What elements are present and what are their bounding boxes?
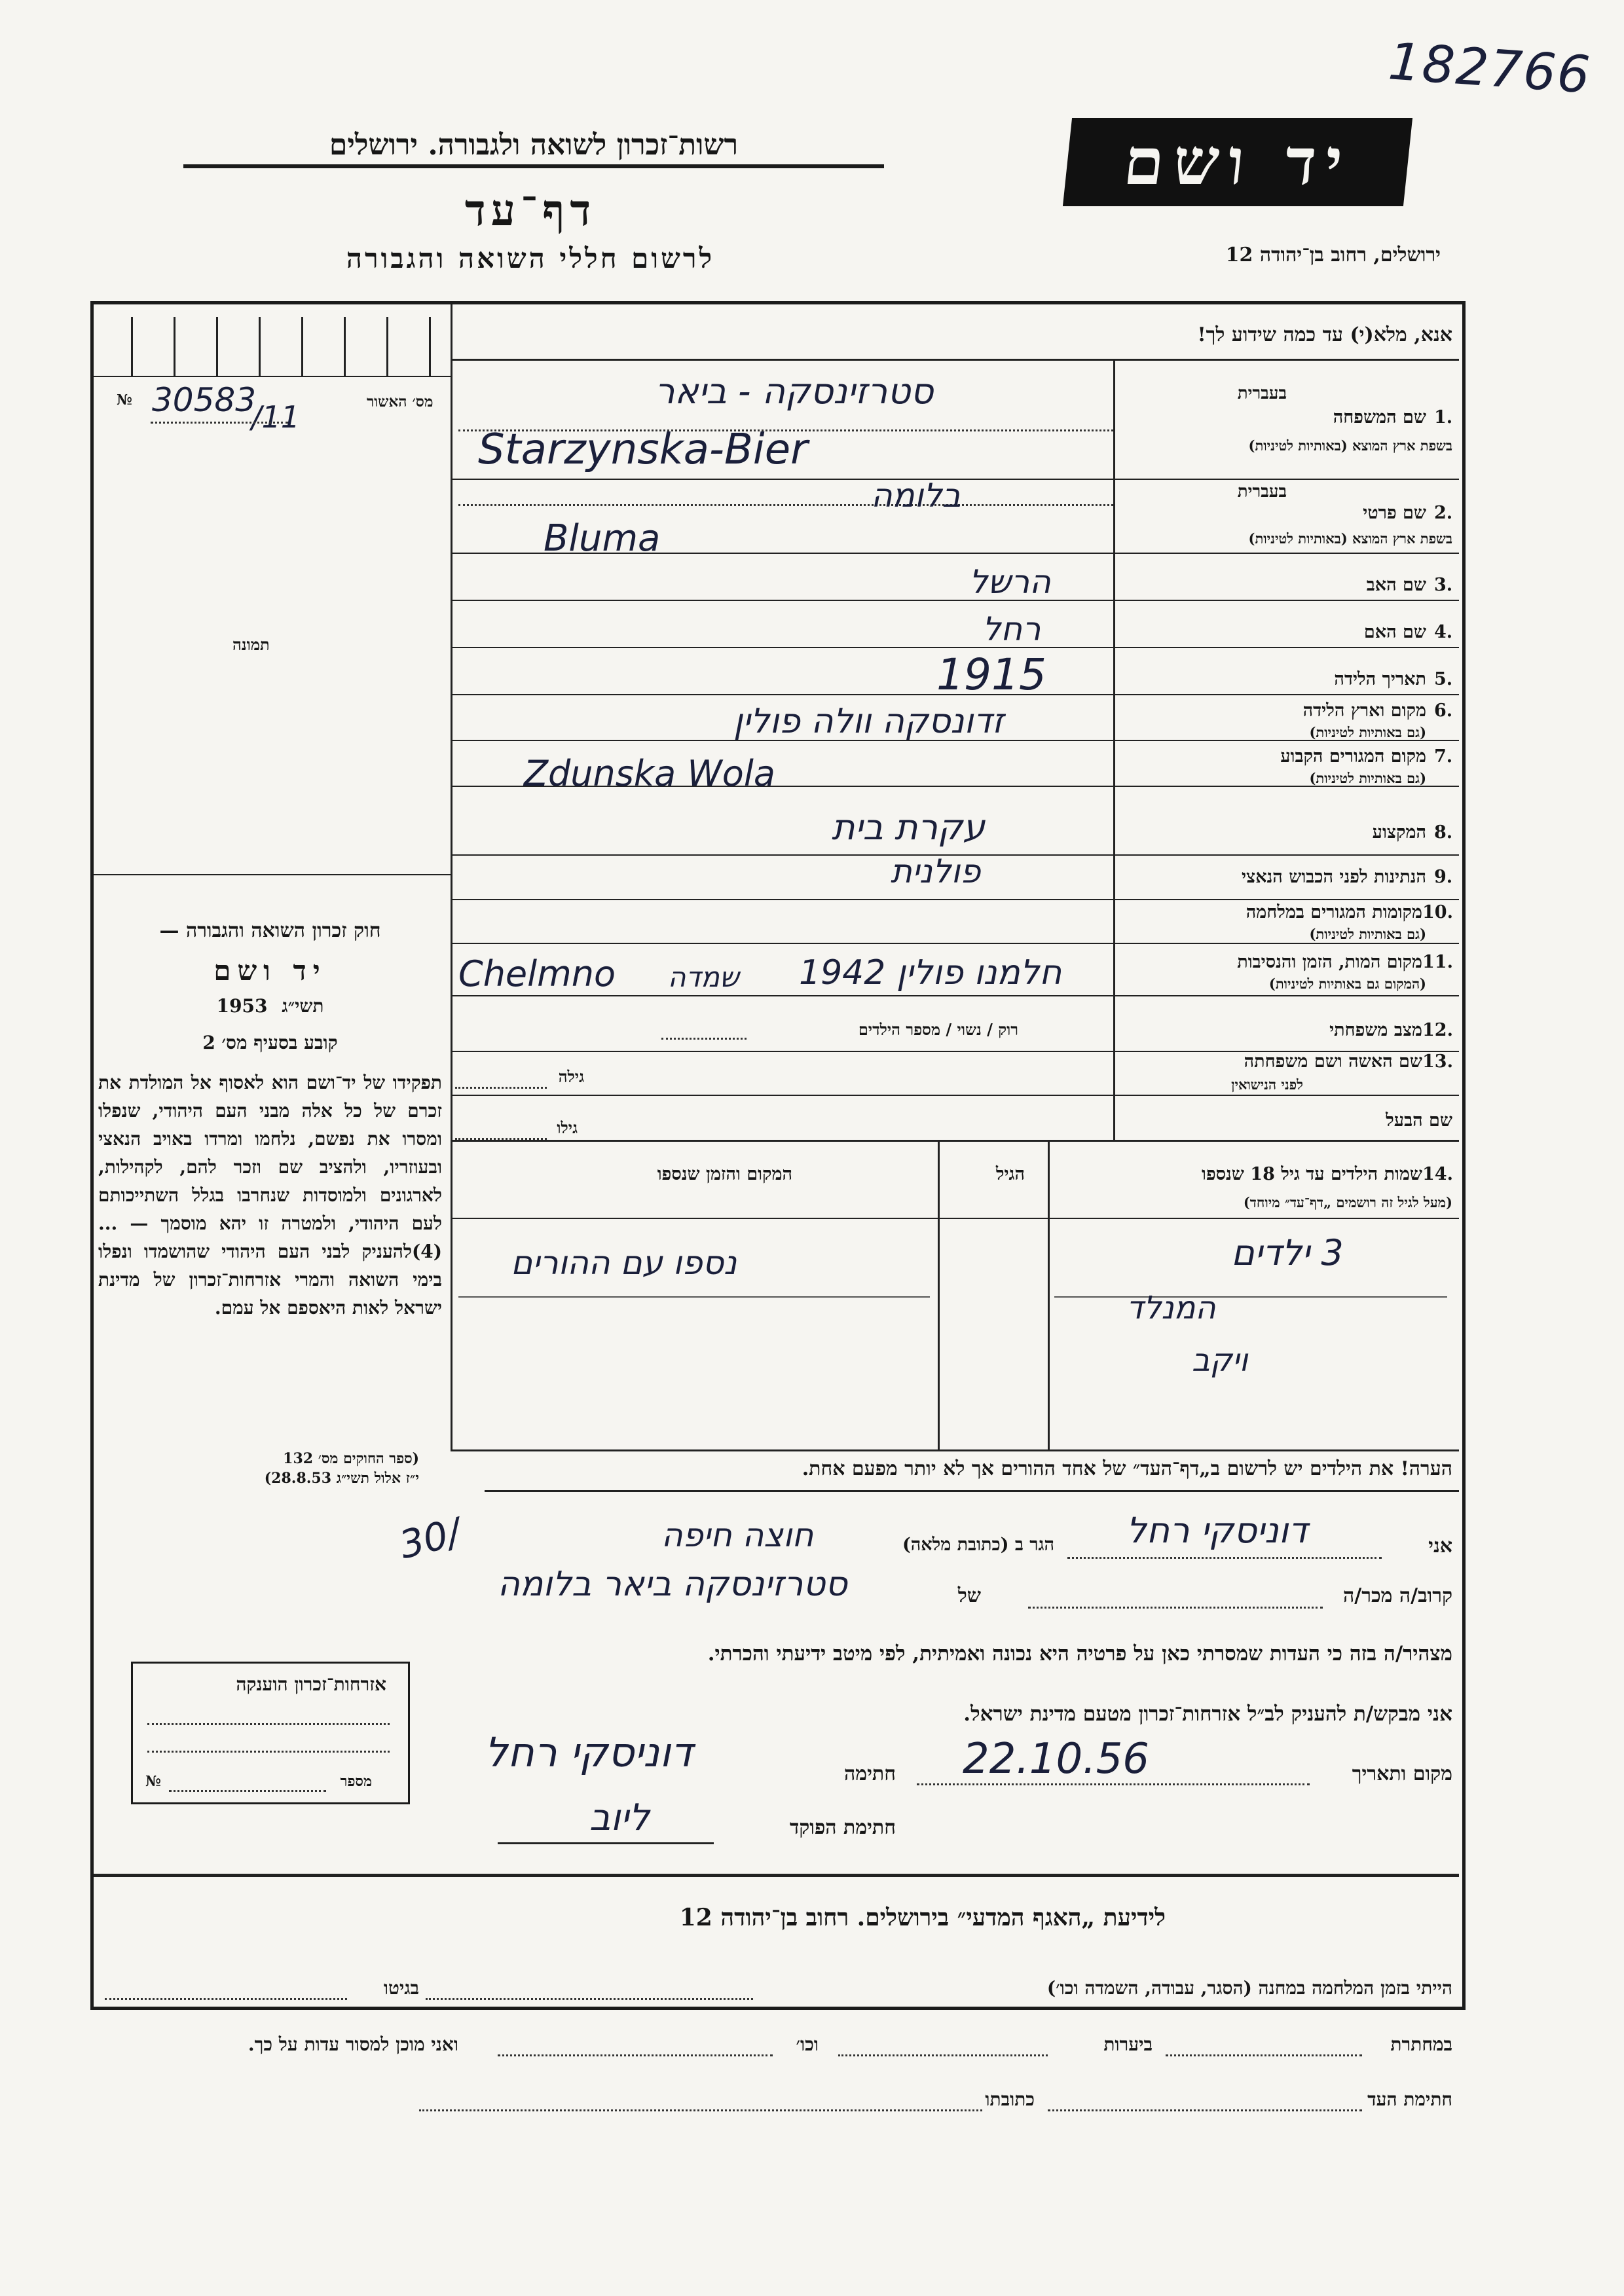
citizenship-number-label: מספר [340,1773,372,1790]
field-10-number: 10. [1422,902,1453,922]
field-2-value-latin: Bluma [544,517,661,560]
form-title: דף־עד [464,185,597,236]
field-6-sub: (גם באותיות לטיניות) [1309,724,1426,740]
declaration-stamp-value: 30/ [395,1509,466,1568]
children-note: הערה! את הילדים יש לרשום ב„דף־העד״ של אחד ההורים אך לא יותר מפעם אחת. [802,1457,1452,1480]
authority-title: רשות־זכרון לשואה ולגבורה. ירושלים [183,128,884,168]
field-4-number: 4. [1434,622,1453,642]
field-12-value: רוק / נשוי / מספר הילדים [858,1020,1018,1039]
declaration-request: אני מבקש/ת להעניק לב״ל אזרחות־זכרון מטעם מדינת ישראל. [963,1702,1452,1726]
field-13-sub: לפני הנישואין [1231,1076,1303,1093]
law-year-hebrew: תשי״ג [282,995,324,1017]
field-13-label: שם האשה ושם משפחתה [1244,1051,1422,1072]
declaration-signature-value: דוניסקי רחל [485,1728,693,1776]
field-11-value-latin: Chelmno [458,953,616,994]
header-address: ירושלים, רחוב בן־יהודה 12 [1225,244,1441,266]
field-9-number: 9. [1434,867,1453,887]
field-9-value: פולנית [891,852,981,890]
field-2-value-hebrew: בלומה [871,477,961,515]
field-10-label: מקומות המגורים במלחמה [1246,902,1422,922]
sidebar-divider [451,304,452,1450]
declaration-resident-value: חוצה חיפה [661,1516,814,1554]
archive-number: 182766 [1386,32,1593,105]
field-1-value-latin: Starzynska-Bier [478,426,808,474]
bottom-line2-c: וכו׳ [796,2033,819,2055]
children-col-age: הגיל [995,1164,1025,1184]
field-10-sub: (גם באותיות לטיניות) [1309,926,1426,942]
field-13-number: 13. [1422,1051,1453,1072]
field-11-value-hebrew: חלמנו פולין 1942 [799,953,1062,993]
bottom-line2-b: ביערות [1103,2033,1153,2055]
law-year: 1953 [216,995,268,1017]
citizenship-no-mark: № [145,1773,161,1790]
children-name-2: המנלד [1126,1290,1216,1326]
bottom-line2-a: במחתרת [1390,2033,1452,2055]
official-signature-value: ליוב [589,1796,650,1839]
field-5-label: תאריך הלידה [1334,669,1426,689]
field-6-label: מקום וארץ הלידה [1302,701,1426,721]
index-ticks [111,317,439,376]
official-signature-label: חתימת הפוקד [789,1816,896,1839]
declaration-date-value: 22.10.56 [963,1735,1149,1783]
declaration-resident: הגר ב (כתובת מלאה) [902,1535,1054,1555]
bottom-line3-b: כתובתו [985,2088,1035,2110]
declaration-of-value: סטרזינסקה ביאר בלומה [498,1565,847,1604]
confirmation-label: מס׳ האשור [367,393,434,410]
form-subtitle: לרשום חללי השואה והגבורה [346,242,715,274]
field-1-value-hebrew: סטרזינסקה - ביאר [655,371,934,412]
bottom-line3-a: חתימת העד [1367,2088,1452,2110]
confirmation-extra: /11 [251,399,301,435]
law-text: תפקידו של יד־ושם הוא לאסוף אל המולדת את זכרם של כל אלה מבני העם היהודי, שנפלו ומסרו את נפשם, נלחמו ומרדו באויב הנאצי ובעוזריו, ולהציב שם וזכר להם, לקהילות, לארגונים ולמוסדות שנחרבו בגלל השתייכותם לעם היהודי, ולמטרה זו יהא מוסמך — ...(4)להעניק לבני העם היהודי שהושמדו ונפלו בימי השואה והמרי אזרחות־זכרון של מדינת ישראל לאות היאספם אל עמם. [98,1072,442,1319]
law-clause: קובע בסעיף מס׳ 2 [202,1032,338,1053]
field-8-value: עקרת בית [832,807,986,848]
law-source-1: (ספר החוקים מס׳ 132 [283,1450,419,1467]
bottom-line1: הייתי בזמן המלחמה במחנה (הסגר, עבודה, השמדה וכו׳) [1046,1977,1452,1999]
declaration-signature-label: חתימה [844,1762,896,1785]
bottom-line2-end: ואני מוכן למסור עדות על כך. [248,2033,458,2055]
field-11-number: 11. [1422,952,1453,972]
law-title: חוק זכרון השואה והגבורה — [159,919,381,942]
field-2-sub: בשפת ארץ המוצא (באותיות לטיניות) [1248,530,1452,547]
field-1-number: 1. [1434,407,1453,428]
field-2-number: 2. [1434,503,1453,523]
children-sub: (מעל לגיל זה רושמים „דף־עד״ מיוחד) [1243,1194,1452,1211]
law-source-2: י״ז אלול תשי״ג 28.8.53) [264,1470,419,1487]
confirmation-no-mark: № [117,392,132,409]
field-12-number: 12. [1422,1020,1453,1040]
field-13-age-label: גילה [558,1067,584,1086]
field-2-label: שם פרטי [1363,503,1426,523]
field-9-label: הנתינות לפני הכבוש הנאצי [1241,867,1426,887]
children-name-1: 3 ילדים [1231,1232,1344,1273]
field-8-number: 8. [1434,822,1453,843]
field-3-label: שם האב [1366,575,1426,595]
children-label: שמות הילדים עד גיל 18 שנספו [1202,1164,1422,1184]
field-2-tag: בעברית [1237,482,1287,501]
children-col-place: המקום והזמן שנספו [657,1164,792,1184]
field-12-label: מצב משפחתי [1329,1020,1422,1040]
field-8-label: המקצוע [1372,822,1426,843]
field-6-value-hebrew: זדונסקה וולה פולין [733,702,1004,741]
field-5-value: 1915 [936,649,1046,700]
field-7-number: 7. [1434,746,1453,767]
field-3-number: 3. [1434,575,1453,595]
field-11-label: מקום המות, הזמן והנסיבות [1237,952,1422,972]
field-1-label: שם המשפחה [1333,407,1426,428]
bottom-heading: לידיעת „האגף המדעי״ בירושלים. רחוב בן־יהודה 12 [679,1904,1166,1931]
field-6-number: 6. [1434,701,1453,721]
children-name-3: ויקב [1192,1342,1248,1379]
field-7-sub: (גם באותיות לטיניות) [1309,770,1426,786]
law-name: יד ושם [213,955,327,987]
field-7-label: מקום המגורים הקבוע [1280,746,1426,767]
children-place: נספו עם ההורים [511,1244,737,1282]
form-instruction: אנא, מלא(י) עד כמה שידוע לך! [1197,323,1452,346]
field-4-label: שם האם [1363,622,1426,642]
field-1-tag: בעברית [1237,384,1287,403]
instruction-divider [451,359,1459,361]
declaration-text: מצהיר/ה בזה כי העדות שמסרתי כאן על פרטיה היא נכונה ואמיתית, לפי מיטב ידיעתי והכרתי. [707,1642,1452,1666]
field-5-number: 5. [1434,669,1453,689]
declaration-relation: קרוב/ה מכר/ה [1343,1584,1452,1607]
field-3-value: הרשל [969,563,1051,601]
confirmation-number: 30583 [152,381,257,419]
declaration-ani-value: דוניסקי רחל [1126,1510,1308,1551]
citizenship-title: אזרחות־זכרון הוענקה [236,1673,386,1695]
field-4-value: רחל [982,610,1041,648]
field-13-husband-label: שם הבעל [1386,1110,1452,1131]
declaration-place-date: מקום ותאריך [1352,1762,1452,1785]
field-1-sub: בשפת ארץ המוצא (באותיות לטיניות) [1248,437,1452,454]
declaration-of: של [957,1584,981,1607]
declaration-ani: אני [1428,1535,1452,1558]
bottom-line1-end: בגיטו [383,1977,419,1999]
field-11-value-extra: שמדה [668,961,739,993]
field-6-value-latin: Zdunska Wola [524,753,775,794]
yad-vashem-logo: יד ושם [1063,118,1412,206]
field-13-husband-age-label: גילו [557,1118,578,1137]
photo-label: תמונה [232,635,270,654]
field-14-number: 14. [1422,1164,1453,1184]
law-year-block [98,995,442,1017]
fields-divider [1113,361,1115,1140]
field-11-sub: (המקום גם באותיות לטיניות) [1268,975,1426,992]
